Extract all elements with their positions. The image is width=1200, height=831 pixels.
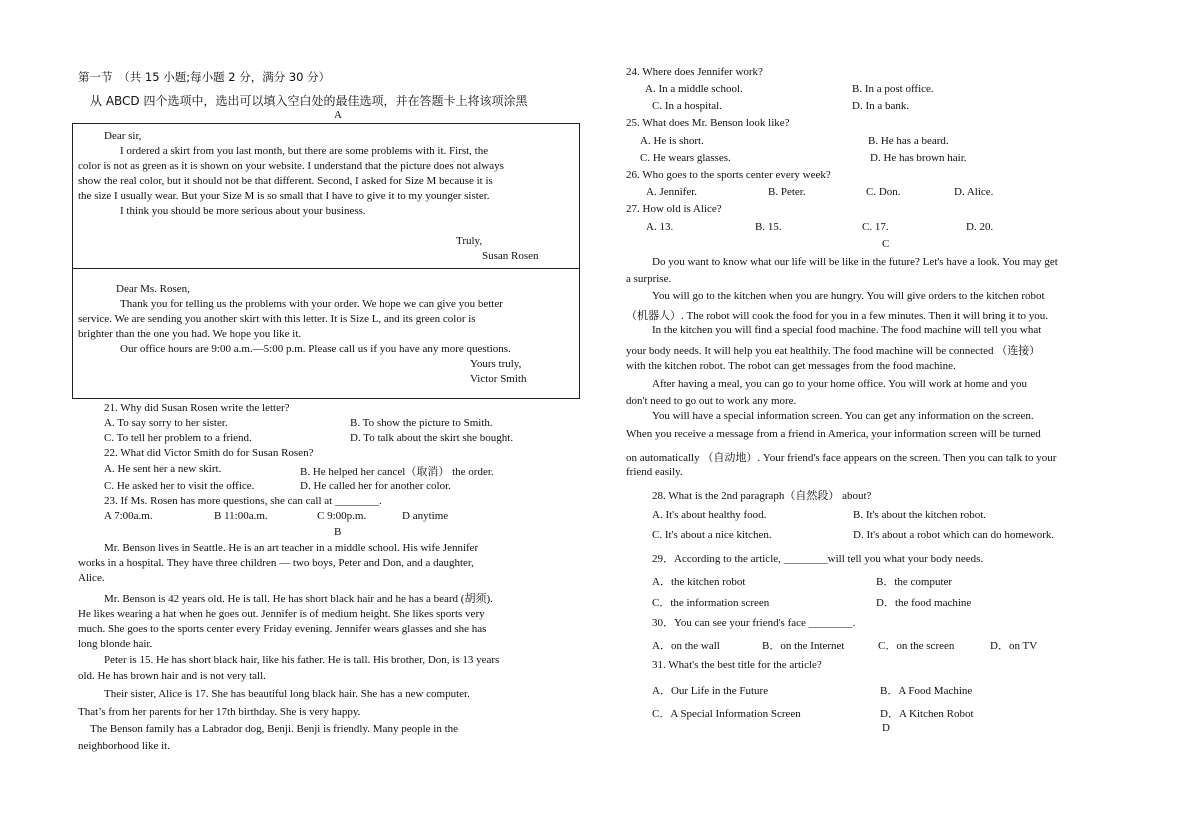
- option-24b: B. In a post office.: [852, 83, 934, 95]
- passage-b-line: much. She goes to the sports center every Friday evening. Jennifer wears glasses and she has: [78, 623, 487, 635]
- option-31d: D．A Kitchen Robot: [880, 708, 974, 720]
- option-27d: D. 20.: [966, 221, 994, 233]
- passage-c-line: When you receive a message from a friend in America, your information screen will be turned: [626, 428, 1041, 440]
- passage-d-label: D: [882, 722, 890, 734]
- passage-c-line: friend easily.: [626, 466, 683, 478]
- passage-b-line: Alice.: [78, 572, 105, 584]
- passage-b-line: long blonde hair.: [78, 638, 153, 650]
- option-30c: C．on the screen: [878, 640, 955, 652]
- passage-c-line: don't need to go out to work any more.: [626, 395, 797, 407]
- option-26d: D. Alice.: [954, 186, 994, 198]
- option-25c: C. He wears glasses.: [640, 152, 731, 164]
- option-21d: D. To talk about the skirt she bought.: [350, 432, 514, 444]
- option-29b: B．the computer: [876, 576, 953, 588]
- passage-b-line: Mr. Benson is 42 years old. He is tall. He has short black hair and he has a beard (胡须).: [104, 593, 493, 605]
- letter2-line: service. We are sending you another skirt with this letter. It is Size L, and its green color is: [78, 313, 476, 325]
- letter2-greeting: Dear Ms. Rosen,: [116, 283, 190, 295]
- passage-c-line: a surprise.: [626, 273, 672, 285]
- option-21c: C. To tell her problem to a friend.: [104, 432, 252, 444]
- question-23: 23. If Ms. Rosen has more questions, she can call at ________.: [104, 495, 382, 507]
- question-21: 21. Why did Susan Rosen write the letter?: [104, 402, 290, 414]
- question-27: 27. How old is Alice?: [626, 203, 722, 215]
- passage-c-label: C: [882, 238, 890, 250]
- passage-c-line: on automatically （自动地）. Your friend's face appears on the screen. Then you can talk to your: [626, 452, 1057, 464]
- option-30b: B．on the Internet: [762, 640, 845, 652]
- question-24: 24. Where does Jennifer work?: [626, 66, 763, 78]
- passage-c-line: In the kitchen you will find a special food machine. The food machine will tell you what: [652, 324, 1042, 336]
- option-22c: C. He asked her to visit the office.: [104, 480, 255, 492]
- passage-b-line: neighborhood like it.: [78, 740, 170, 752]
- passage-b-line: He likes wearing a hat when he goes out. Jennifer is of medium height. She likes sports very: [78, 608, 485, 620]
- option-24d: D. In a bank.: [852, 100, 910, 112]
- letter2-closing: Yours truly,: [470, 358, 522, 370]
- question-28: 28. What is the 2nd paragraph（自然段） about?: [652, 490, 872, 502]
- option-23b: B 11:00a.m.: [214, 510, 268, 522]
- option-21a: A. To say sorry to her sister.: [104, 417, 228, 429]
- option-26a: A. Jennifer.: [646, 186, 698, 198]
- passage-b-line: Their sister, Alice is 17. She has beautiful long black hair. She has a new computer.: [104, 688, 470, 700]
- option-24a: A. In a middle school.: [645, 83, 743, 95]
- passage-b-label: B: [334, 526, 342, 538]
- option-28d: D. It's about a robot which can do homework.: [853, 529, 1055, 541]
- passage-c-line: with the kitchen robot. The robot can get messages from the food machine.: [626, 360, 956, 372]
- passage-c-line: Do you want to know what our life will be like in the future? Let's have a look. You may get: [652, 256, 1058, 268]
- option-29a: A．the kitchen robot: [652, 576, 746, 588]
- option-24c: C. In a hospital.: [652, 100, 722, 112]
- option-31a: A．Our Life in the Future: [652, 685, 769, 697]
- option-26c: C. Don.: [866, 186, 901, 198]
- option-25d: D. He has brown hair.: [870, 152, 967, 164]
- section-instruction: 从 ABCD 四个选项中，选出可以填入空白处的最佳选项，并在答题卡上将该项涂黑: [90, 94, 528, 108]
- passage-c-line: （机器人）. The robot will cook the food for you in a few minutes. Then it will bring it to you.: [626, 310, 1049, 322]
- option-29d: D．the food machine: [876, 597, 972, 609]
- letter2-line: Thank you for telling us the problems with your order. We hope we can give you better: [120, 298, 503, 310]
- letter1-closing: Truly,: [456, 235, 483, 247]
- letters-divider: [72, 268, 580, 269]
- passage-c-line: You will go to the kitchen when you are hungry. You will give orders to the kitchen robot: [652, 290, 1045, 302]
- option-27c: C. 17.: [862, 221, 889, 233]
- option-28b: B. It's about the kitchen robot.: [853, 509, 987, 521]
- option-28a: A. It's about healthy food.: [652, 509, 767, 521]
- letter1-line: color is not as green as it is shown on your website. I understand that the picture does not always: [78, 160, 504, 172]
- option-31b: B．A Food Machine: [880, 685, 973, 697]
- option-22d: D. He called her for another color.: [300, 480, 451, 492]
- passage-b-line: old. He has brown hair and is not very tall.: [78, 670, 266, 682]
- option-23c: C 9:00p.m.: [317, 510, 367, 522]
- passage-c-line: You will have a special information screen. You can get any information on the screen.: [652, 410, 1034, 422]
- passage-b-line: The Benson family has a Labrador dog, Benji. Benji is friendly. Many people in the: [90, 723, 459, 735]
- option-25b: B. He has a beard.: [868, 135, 949, 147]
- passage-b-line: Peter is 15. He has short black hair, like his father. He is tall. His brother, Don, is 13 years: [104, 654, 500, 666]
- question-30: 30．You can see your friend's face ________.: [652, 617, 856, 629]
- letter1-signature: Susan Rosen: [482, 250, 539, 262]
- option-30a: A．on the wall: [652, 640, 720, 652]
- option-25a: A. He is short.: [640, 135, 704, 147]
- option-30d: D．on TV: [990, 640, 1038, 652]
- letter1-line: I think you should be more serious about your business.: [120, 205, 366, 217]
- option-28c: C. It's about a nice kitchen.: [652, 529, 772, 541]
- passage-a-label: A: [334, 109, 342, 121]
- passage-c-line: After having a meal, you can go to your home office. You will work at home and you: [652, 378, 1027, 390]
- letter2-line: Our office hours are 9:00 a.m.—5:00 p.m. Please call us if you have any more questions.: [120, 343, 511, 355]
- option-23d: D anytime: [402, 510, 449, 522]
- passage-b-line: Mr. Benson lives in Seattle. He is an art teacher in a middle school. His wife Jennifer: [104, 542, 479, 554]
- question-26: 26. Who goes to the sports center every week?: [626, 169, 831, 181]
- passage-c-line: your body needs. It will help you eat healthily. The food machine will be connected （连接）: [626, 345, 1041, 357]
- letter1-greeting: Dear sir,: [104, 130, 142, 142]
- section-title: 第一节 （共 15 小题;每小题 2 分，满分 30 分）: [78, 70, 331, 84]
- passage-b-line: That’s from her parents for her 17th birthday. She is very happy.: [78, 706, 361, 718]
- option-31c: C．A Special Information Screen: [652, 708, 801, 720]
- question-29: 29．According to the article, ________will tell you what your body needs.: [652, 553, 984, 565]
- question-31: 31. What's the best title for the article?: [652, 659, 822, 671]
- option-29c: C．the information screen: [652, 597, 770, 609]
- option-22b: B. He helped her cancel（取消） the order.: [300, 466, 494, 478]
- question-25: 25. What does Mr. Benson look like?: [626, 117, 790, 129]
- letter1-line: I ordered a skirt from you last month, but there are some problems with it. First, the: [120, 145, 489, 157]
- option-27b: B. 15.: [755, 221, 782, 233]
- option-26b: B. Peter.: [768, 186, 806, 198]
- letter1-line: the size I usually wear. But your Size M is so small that I have to give it to my younger sister.: [78, 190, 490, 202]
- option-21b: B. To show the picture to Smith.: [350, 417, 493, 429]
- letter2-line: brighter than the one you had. We hope you like it.: [78, 328, 302, 340]
- letter1-line: show the real color, but it should not be that different. Second, I asked for Size M because it is: [78, 175, 493, 187]
- passage-b-line: works in a hospital. They have three children — two boys, Peter and Don, and a daughter,: [78, 557, 474, 569]
- question-22: 22. What did Victor Smith do for Susan Rosen?: [104, 447, 314, 459]
- option-22a: A. He sent her a new skirt.: [104, 463, 222, 475]
- option-23a: A 7:00a.m.: [104, 510, 153, 522]
- option-27a: A. 13.: [646, 221, 674, 233]
- letter2-signature: Victor Smith: [470, 373, 527, 385]
